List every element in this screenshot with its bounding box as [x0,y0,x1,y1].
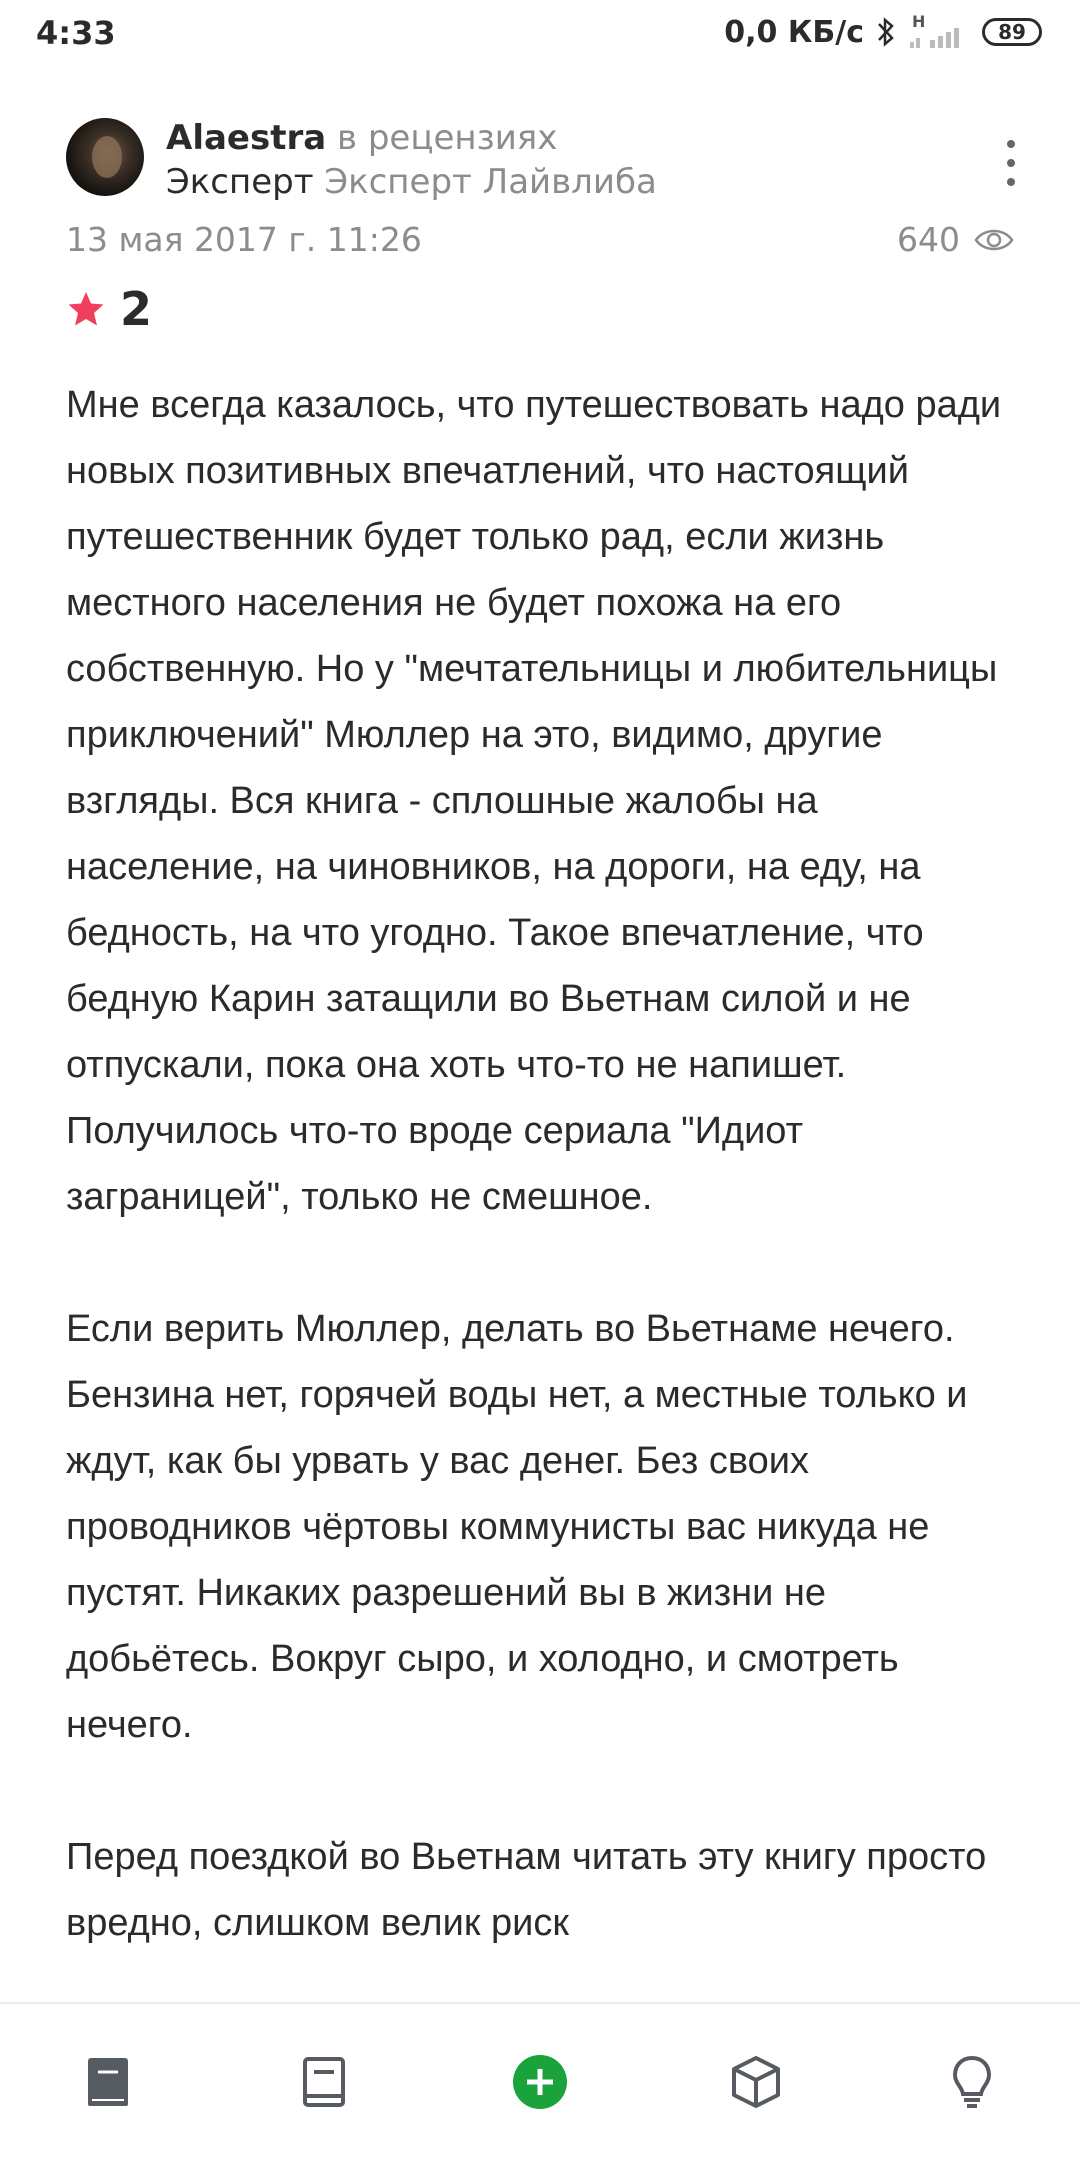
review-paragraph: Мне всегда казалось, что путешествовать надо ради новых позитивных впечатлений, что настоящий путешественник будет только рад, если жизнь местного населения не будет похожа на его собственную. Но у "мечтательницы и любительницы приключений" Мюллер на это, видимо, другие взгляды. Вся книга - сплошные жалобы на население, на чиновников, на дороги, на еду, на бедность, на что угодно. Такое впечатление, что бедную Карин затащили во Вьетнам силой и не отпускали, пока она хоть что-то не напишет. Получилось что-то вроде сериала "Идиот заграницей", только не смешное. [66,384,1002,1218]
review-date: 13 мая 2017 г. 11:26 [66,220,422,259]
book-outline-icon [296,2054,352,2110]
author-rank: Эксперт [166,162,314,202]
author-line [166,118,557,158]
review-paragraph: Если верить Мюллер, делать во Вьетнаме нечего. Бензина нет, горячей воды нет, а местные только и ждут, как бы урвать у вас денег. Без своих проводников чёртовы коммунисты вас никуда не пустят. Никаких разрешений вы в жизни не добьётесь. Вокруг сыро, и холодно, и смотреть нечего. [66,1308,968,1746]
rating-value: 2 [120,282,153,336]
tab-ideas[interactable] [942,2052,1002,2112]
add-circle-icon [512,2054,568,2110]
status-time: 4:33 [36,14,116,52]
review-context: в рецензиях [336,118,558,158]
book-filled-icon [80,2054,136,2110]
bottom-tab-bar [0,2002,1080,2162]
network-speed: 0,0 КБ/с [724,14,864,50]
lightbulb-icon [944,2054,1000,2110]
status-indicators [724,14,1042,50]
author-rank-detail: Эксперт Лайвлиба [324,162,657,202]
rank-line [166,162,657,202]
battery-icon: 89 [982,18,1042,46]
rating [66,282,152,336]
views-counter [897,220,1014,259]
star-icon [66,289,106,329]
avatar[interactable] [66,118,144,196]
tab-reading[interactable] [294,2052,354,2112]
tab-add[interactable] [510,2052,570,2112]
bluetooth-icon [874,14,898,50]
eye-icon [974,226,1014,254]
signal-type-label: H [912,12,926,31]
signal-icon [908,14,972,50]
tab-books[interactable] [78,2052,138,2112]
author-name[interactable]: Alaestra [166,118,327,158]
tab-box[interactable] [726,2052,786,2112]
status-bar [0,0,1080,72]
box-icon [728,2054,784,2110]
review-body [66,372,1026,2022]
views-count: 640 [897,220,960,259]
review-paragraph: Перед поездкой во Вьетнам читать эту книгу просто вредно, слишком велик риск [66,1836,987,1944]
more-options-icon[interactable] [996,138,1026,188]
